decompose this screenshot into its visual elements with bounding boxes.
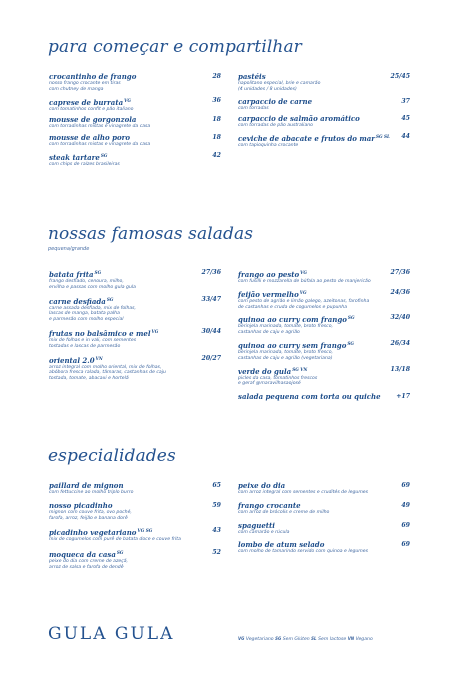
dish-name: mousse de gorgonzola (49, 115, 137, 125)
menu-item (238, 288, 410, 311)
dish-price: 69 (401, 541, 410, 549)
menu-item (49, 268, 221, 291)
dish-price: 69 (401, 482, 410, 489)
dish-price: 49 (401, 501, 410, 509)
dish-name: pastéis (238, 72, 266, 81)
dish-description: abóbora fresca ralada, tâmaras, castanhas de caju (49, 370, 166, 376)
dish-description: frango desfiado, cenoura, milho, (49, 279, 124, 284)
section-title-specialties: especialidades (48, 446, 176, 466)
dish-price: 28 (212, 73, 221, 80)
dish-description: tostadas e lascas de parmesão (49, 343, 121, 349)
dish-description: berinjela marinada, tomate, broto fresco, (238, 324, 333, 330)
menu-item (49, 115, 221, 130)
diet-tag: SG VN (292, 366, 308, 372)
dish-description: tostada, tomate, abacaxi e hortelã (49, 376, 129, 382)
dietary-legend (238, 636, 373, 642)
dish-name: quinoa ao curry sem frango (238, 340, 347, 350)
dish-name: spaguetti (238, 520, 275, 530)
dish-name: salada pequena com torta ou quiche (238, 392, 381, 402)
dish-description: (4 unidades / 8 unidades) (238, 86, 297, 92)
dish-description: com torradas de pão australiano (238, 123, 313, 129)
dish-price: 42 (212, 151, 221, 159)
menu-item (238, 72, 410, 93)
dish-description: castanhas de caju e agrião (238, 330, 300, 336)
diet-tag: SG (94, 270, 102, 275)
dish-name: oriental 2.0 (49, 355, 95, 365)
dish-price: +17 (396, 393, 410, 401)
dish-name: steak tartare (49, 152, 100, 162)
menu-item (238, 97, 410, 112)
dish-description: ervilha e passas com molho gula gula (49, 284, 136, 290)
menu-item (238, 114, 410, 129)
dish-description: carne assada desfiada, mix de folhas, (49, 305, 137, 311)
dish-description: com chips de raízes brasileiras (49, 161, 120, 167)
dish-description: arroz de salsa e farofa de dendê (49, 564, 124, 570)
dish-name: moqueca da casa (49, 550, 116, 560)
section-title-starters: para começar e compartilhar (48, 37, 302, 57)
diet-tag: SG (106, 296, 114, 302)
dish-name: carne desfiada (49, 296, 106, 306)
dish-name: frango ao pesto (238, 270, 300, 279)
dish-name: frango crocante (238, 500, 301, 510)
menu-item (238, 481, 410, 496)
menu-item (49, 548, 221, 571)
dish-description: com torradinhas mistas e vinagrete da casa (49, 124, 151, 130)
menu-item (49, 481, 221, 496)
diet-tag: VN (95, 355, 103, 361)
salads-size-note: pequena/grande (48, 246, 90, 252)
specialties-right-column (238, 481, 410, 555)
menu-item (238, 132, 410, 149)
dish-description: arroz integral com molho oriental, mix de folhas, (49, 364, 162, 370)
dish-name: carpaccio de carne (238, 96, 313, 106)
dish-price: 27/36 (201, 269, 221, 276)
menu-item (49, 96, 221, 113)
menu-item (49, 327, 221, 350)
dish-name: ceviche de abacate e frutos do mar (238, 134, 375, 144)
dish-description: com torradas (238, 105, 269, 111)
dish-price: 18 (212, 134, 221, 142)
dish-name: nosso picadinho (49, 500, 113, 510)
dish-description: nosso frango crocante em tiras (49, 81, 121, 86)
dish-description: com molho de tamarindo servido com quinoa e legumes (238, 549, 368, 555)
dish-description: com torradinhas mistas e vinagrete da casa (49, 142, 151, 148)
dish-price: 45 (401, 115, 410, 123)
legend-code: VN (347, 636, 355, 641)
menu-item (49, 151, 221, 168)
dish-price: 26/34 (390, 339, 410, 347)
diet-tag: SG (347, 340, 354, 346)
dish-price: 30/44 (201, 327, 221, 335)
dish-description: com tapioquinha crocante (238, 143, 299, 149)
dish-description: mix de cogumelos com purê de batata doce e couve frita (49, 537, 181, 543)
dish-description: mignon com couve frita, ovo poché, (49, 509, 132, 515)
dish-name: batata frita (49, 270, 94, 279)
dish-description: com fusilli e mozzarella de búfala ao pesto de manjericão (238, 279, 371, 284)
dish-description: berinjela marinada, tomate, broto fresco, (238, 349, 333, 355)
dish-description: napolitano especial, brie e camarão (238, 81, 321, 86)
legend-label: Sem Glúten (282, 637, 310, 642)
dish-name: mousse de alho poro (49, 133, 131, 143)
dish-price: 18 (212, 116, 221, 124)
dish-description: farofa, arroz, feijão e banana dorê (49, 515, 128, 521)
dish-name: lombo de atum selado (238, 540, 325, 550)
dish-description: e geraf @maravilhasaojosé (238, 381, 301, 387)
dish-name: quinoa ao curry com frango (238, 315, 347, 325)
dish-name: crocantinho de frango (49, 72, 137, 81)
menu-item (238, 521, 410, 536)
dish-price: 20/27 (201, 354, 221, 362)
dish-price: 27/36 (390, 269, 410, 276)
legend-label: Vegano (355, 637, 373, 642)
dish-price: 43 (212, 527, 221, 535)
dish-name: carpaccio de salmão aromático (238, 114, 360, 124)
legend-label: Sem lactose (318, 637, 347, 642)
legend-code: VG (238, 636, 245, 641)
dish-description: peixe do dia com creme de azeçã, (49, 559, 129, 565)
dish-price: 37 (401, 97, 410, 105)
dish-price: 65 (212, 482, 221, 489)
dish-description: de castanhas e cruda de cogumelos e pupunha (238, 304, 348, 310)
menu-item (238, 313, 410, 336)
diet-tag: SG (100, 152, 108, 158)
menu-item (238, 501, 410, 516)
diet-tag: SG (116, 550, 124, 556)
dish-price: 25/45 (390, 73, 410, 80)
menu-item (238, 268, 410, 285)
diet-tag: VG SG (137, 528, 153, 534)
diet-tag: VG (124, 97, 131, 103)
diet-tag: SG (347, 315, 355, 321)
diet-tag: VG (299, 289, 307, 295)
menu-item (49, 501, 221, 522)
dish-description: com arroz de brócolis e creme de milho (238, 509, 330, 515)
menu-item (238, 540, 410, 555)
dish-description: e parmesão com molho especial (49, 317, 124, 323)
dish-price: 36 (212, 96, 221, 104)
specialties-left-column (49, 481, 221, 571)
dish-description: lascas de manga, batata palha (49, 311, 120, 317)
legend-label: Vegetariano (245, 637, 274, 642)
dish-description: mix de folhas e in vali, com sementes (49, 337, 137, 343)
gula-gula-logo: GULA GULA (48, 624, 175, 644)
dish-name: frutas no balsâmico e mel (49, 328, 151, 338)
dish-name: picadinho vegetariano (49, 528, 137, 538)
section-title-salads: nossas famosas saladas (48, 224, 254, 244)
dish-name: paillard de mignon (49, 481, 124, 490)
dish-price: 69 (401, 521, 410, 529)
dish-price: 13/18 (390, 365, 410, 373)
dish-price: 52 (212, 549, 221, 557)
diet-tag: VG (300, 270, 307, 275)
diet-tag: VG (151, 328, 159, 334)
dish-name: peixe do dia (238, 481, 286, 490)
dish-description: com arroz integral com sementes e crudités de legumes (238, 490, 369, 495)
diet-tag: SG SL (375, 134, 390, 140)
dish-price: 33/47 (201, 295, 221, 303)
menu-item (49, 354, 221, 382)
dish-description: com fettuccine ao molho triplo burro (49, 490, 134, 495)
menu-item (49, 295, 221, 323)
menu-item (49, 133, 221, 148)
menu-item (238, 339, 410, 362)
dish-description: picles da casa, tomatinhos frescos (238, 375, 318, 381)
dish-price: 24/36 (390, 288, 410, 296)
dish-description: com chutney de manga (49, 86, 104, 92)
salads-right-column (238, 268, 410, 401)
legend-code: SG (275, 636, 282, 641)
dish-price: 32/40 (390, 314, 410, 322)
starters-left-column (49, 72, 221, 168)
legend-code: SL (311, 636, 317, 641)
starters-right-column (238, 72, 410, 149)
dish-name: feijão vermelho (238, 289, 299, 299)
menu-item (238, 365, 410, 388)
salads-left-column (49, 268, 221, 382)
dish-description: com camarão e rúcula (238, 529, 290, 535)
dish-description: com tomatinhos confit e pão italiano (49, 106, 134, 112)
menu-item (49, 72, 221, 93)
dish-name: caprese de burrata (49, 97, 124, 107)
dish-price: 59 (212, 501, 221, 509)
dish-description: com pesto de agrião e limão galego, azeitonas, farofinha (238, 298, 370, 304)
dish-description: castanhas de caju e agrião (vegetariana) (238, 355, 333, 361)
dish-name: verde do gula (238, 366, 292, 376)
menu-item (238, 392, 410, 401)
menu-item (49, 526, 221, 543)
dish-price: 44 (401, 133, 410, 141)
